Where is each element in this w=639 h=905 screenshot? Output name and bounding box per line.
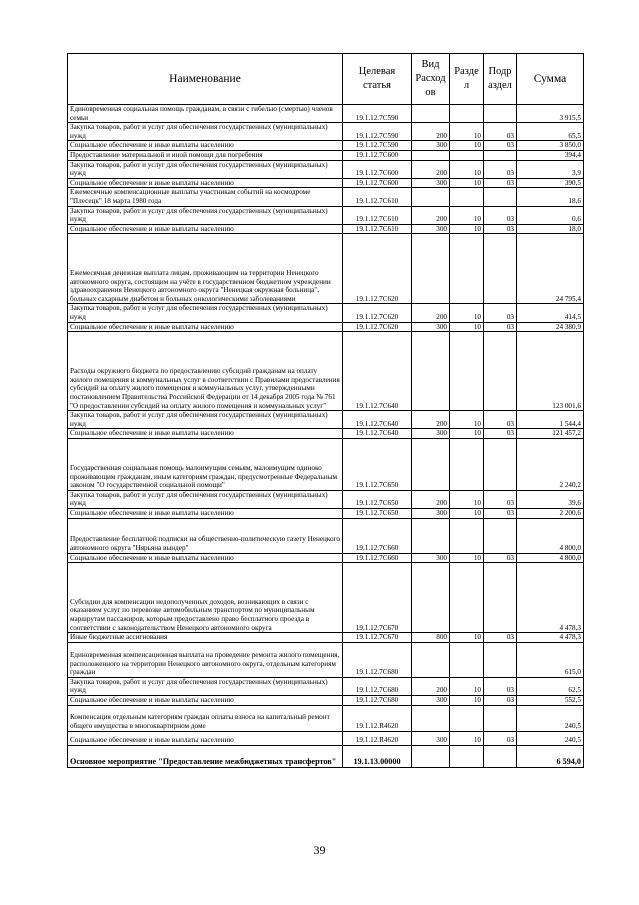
row-section-cell: 10 xyxy=(450,553,484,563)
row-target-article-cell: 19.1.12.7С680 xyxy=(343,642,412,677)
row-target-article-cell: 19.1.12.7С600 xyxy=(343,150,412,160)
table-row xyxy=(68,553,584,563)
row-target-article-cell: 19.1.12.7С640 xyxy=(343,429,412,439)
row-target-article-cell: 19.1.12.7С600 xyxy=(343,178,412,188)
row-name-cell: Социальное обеспечение и иные выплаты населению xyxy=(68,322,343,332)
row-expense-type-cell: 200 xyxy=(412,160,450,178)
row-section-cell: 10 xyxy=(450,696,484,706)
row-subsection-cell: 03 xyxy=(484,304,517,322)
row-subsection-cell: 03 xyxy=(484,224,517,234)
row-name-cell: Государственная социальная помощь малоимущим семьям, малоимущим одиноко проживающим гражданам, иным категориям граждан, предусмотренные Федеральным законом "О государственной социальной помощи" xyxy=(68,438,343,490)
table-body xyxy=(68,105,584,768)
row-section-cell xyxy=(450,332,484,411)
row-name-cell: Социальное обеспечение и иные выплаты населению xyxy=(68,696,343,706)
row-target-article-cell: 19.1.12.7С620 xyxy=(343,304,412,322)
row-name-cell: Предоставление материальной и иной помощи для погребения xyxy=(68,150,343,160)
row-expense-type-cell xyxy=(412,105,450,123)
row-name-cell: Закупка товаров, работ и услуг для обеспечения государственных (муниципальных) нужд xyxy=(68,677,343,695)
table-row xyxy=(68,188,584,206)
row-target-article-cell: 19.1.12.R4620 xyxy=(343,731,412,745)
table-row xyxy=(68,304,584,322)
row-amount-cell: 240,5 xyxy=(517,731,584,745)
row-name-cell: Субсидии для компенсации недополученных доходов, возникающих в связи с оказанием услуг по перевозке автомобильным транспортом по муниципальным маршрутам пассажиров, которым предоставлено право бесплатного проезда в соответствии с законодательством Ненецкого автономного округа xyxy=(68,563,343,633)
row-target-article-cell: 19.1.12.R4620 xyxy=(343,705,412,731)
row-expense-type-cell xyxy=(412,745,450,767)
row-name-cell: Социальное обеспечение и иные выплаты населению xyxy=(68,553,343,563)
row-target-article-cell: 19.1.12.7С590 xyxy=(343,123,412,141)
row-section-cell xyxy=(450,563,484,633)
row-amount-cell: 394,4 xyxy=(517,150,584,160)
row-section-cell xyxy=(450,150,484,160)
table-row xyxy=(68,705,584,731)
table-row xyxy=(68,411,584,429)
row-target-article-cell: 19.1.12.7С640 xyxy=(343,411,412,429)
table-row xyxy=(68,490,584,508)
row-target-article-cell: 19.1.12.7С650 xyxy=(343,509,412,519)
row-subsection-cell xyxy=(484,642,517,677)
row-section-cell: 10 xyxy=(450,633,484,643)
row-name-cell: Закупка товаров, работ и услуг для обеспечения государственных (муниципальных) нужд xyxy=(68,304,343,322)
row-subsection-cell xyxy=(484,105,517,123)
header-amount: Сумма xyxy=(517,54,584,105)
row-amount-cell: 3 915,5 xyxy=(517,105,584,123)
row-expense-type-cell: 200 xyxy=(412,206,450,224)
row-expense-type-cell: 800 xyxy=(412,633,450,643)
row-target-article-cell: 19.1.12.7С610 xyxy=(343,224,412,234)
table-row xyxy=(68,731,584,745)
row-section-cell xyxy=(450,518,484,553)
row-target-article-cell: 19.1.12.7С620 xyxy=(343,322,412,332)
row-expense-type-cell: 200 xyxy=(412,490,450,508)
row-name-cell: Ежемесячные компенсационные выплаты участникам событий на космодроме "Плесецк" 18 марта 1980 года xyxy=(68,188,343,206)
row-amount-cell: 4 800,0 xyxy=(517,518,584,553)
row-amount-cell: 0,6 xyxy=(517,206,584,224)
row-name-cell: Социальное обеспечение и иные выплаты населению xyxy=(68,224,343,234)
row-target-article-cell: 19.1.12.7С590 xyxy=(343,105,412,123)
row-target-article-cell: 19.1.12.7С590 xyxy=(343,141,412,151)
row-subsection-cell: 03 xyxy=(484,141,517,151)
row-amount-cell: 121 457,2 xyxy=(517,429,584,439)
table-row xyxy=(68,677,584,695)
row-name-cell: Закупка товаров, работ и услуг для обеспечения государственных (муниципальных) нужд xyxy=(68,206,343,224)
row-target-article-cell: 19.1.12.7С640 xyxy=(343,332,412,411)
row-expense-type-cell xyxy=(412,150,450,160)
row-target-article-cell: 19.1.12.7С610 xyxy=(343,188,412,206)
row-amount-cell: 4 800,0 xyxy=(517,553,584,563)
table-row xyxy=(68,633,584,643)
row-expense-type-cell: 300 xyxy=(412,178,450,188)
row-section-cell xyxy=(450,438,484,490)
row-amount-cell: 2 200,6 xyxy=(517,509,584,519)
row-amount-cell: 552,5 xyxy=(517,696,584,706)
row-amount-cell: 3 850,0 xyxy=(517,141,584,151)
row-target-article-cell: 19.1.12.7С600 xyxy=(343,160,412,178)
row-name-cell: Предоставление бесплатной подписки на общественно-политическую газету Ненецкого автономного округа "Нярьяна вындер" xyxy=(68,518,343,553)
table-row xyxy=(68,322,584,332)
row-section-cell: 10 xyxy=(450,206,484,224)
row-expense-type-cell: 200 xyxy=(412,411,450,429)
table-row xyxy=(68,696,584,706)
row-subsection-cell: 03 xyxy=(484,206,517,224)
row-target-article-cell: 19.1.12.7С670 xyxy=(343,633,412,643)
row-amount-cell: 414,5 xyxy=(517,304,584,322)
table-row xyxy=(68,234,584,304)
row-expense-type-cell: 300 xyxy=(412,553,450,563)
row-name-cell: Компенсация отдельным категориям граждан оплаты взноса на капитальный ремонт общего имущества в многоквартирном доме xyxy=(68,705,343,731)
header-section: Разде л xyxy=(450,54,484,105)
row-subsection-cell: 03 xyxy=(484,490,517,508)
row-section-cell xyxy=(450,745,484,767)
row-section-cell: 10 xyxy=(450,677,484,695)
row-section-cell: 10 xyxy=(450,178,484,188)
row-name-cell: Ежемесячная денежная выплата лицам, проживающим на территории Ненецкого автономного округа, состоящим на учёте в государственном бюджетном учреждении здравоохранения Ненецкого автономного округа "Ненецкая окружная больница", больных сахарным диабетом и больных онкологическими заболеваниями xyxy=(68,234,343,304)
row-expense-type-cell xyxy=(412,642,450,677)
header-name: Наименование xyxy=(68,54,343,105)
header-subsection: Подр аздел xyxy=(484,54,517,105)
row-section-cell xyxy=(450,705,484,731)
row-section-cell: 10 xyxy=(450,322,484,332)
row-expense-type-cell: 300 xyxy=(412,141,450,151)
header-target-article: Целевая статья xyxy=(343,54,412,105)
row-expense-type-cell xyxy=(412,234,450,304)
row-name-cell: Расходы окружного бюджета по предоставлению субсидий гражданам на оплату жилого помещения и коммунальных услуг в соответствии с Правилами предоставления субсидий на оплату жилого помещения и коммунальных услуг, утвержденными постановлением Правительства Российской Федерации от 14 декабря 2005 года № 761 "О предоставлении субсидий на оплату жилого помещения и коммунальных услуг" xyxy=(68,332,343,411)
row-target-article-cell: 19.1.12.7С680 xyxy=(343,696,412,706)
row-target-article-cell: 19.1.12.7С660 xyxy=(343,518,412,553)
row-subsection-cell xyxy=(484,188,517,206)
row-expense-type-cell: 300 xyxy=(412,731,450,745)
row-target-article-cell: 19.1.12.7С620 xyxy=(343,234,412,304)
row-amount-cell: 615,0 xyxy=(517,642,584,677)
row-section-cell xyxy=(450,642,484,677)
row-subsection-cell: 03 xyxy=(484,553,517,563)
row-subsection-cell xyxy=(484,332,517,411)
table-row xyxy=(68,563,584,633)
row-section-cell: 10 xyxy=(450,429,484,439)
row-section-cell: 10 xyxy=(450,509,484,519)
row-section-cell: 10 xyxy=(450,224,484,234)
row-expense-type-cell xyxy=(412,332,450,411)
row-target-article-cell: 19.1.12.7С680 xyxy=(343,677,412,695)
row-subsection-cell: 03 xyxy=(484,633,517,643)
row-amount-cell: 390,5 xyxy=(517,178,584,188)
row-subsection-cell: 03 xyxy=(484,696,517,706)
row-expense-type-cell: 300 xyxy=(412,224,450,234)
row-expense-type-cell xyxy=(412,438,450,490)
row-expense-type-cell: 200 xyxy=(412,123,450,141)
row-name-cell: Иные бюджетные ассигнования xyxy=(68,633,343,643)
row-subsection-cell: 03 xyxy=(484,509,517,519)
header-expense-type: Вид Расход ов xyxy=(412,54,450,105)
table-row xyxy=(68,642,584,677)
page-number: 39 xyxy=(313,843,326,857)
row-expense-type-cell: 300 xyxy=(412,322,450,332)
table-row xyxy=(68,105,584,123)
row-amount-cell: 39,6 xyxy=(517,490,584,508)
table-row xyxy=(68,150,584,160)
table-row xyxy=(68,429,584,439)
table-row xyxy=(68,160,584,178)
row-name-cell: Социальное обеспечение и иные выплаты населению xyxy=(68,731,343,745)
table-row xyxy=(68,123,584,141)
table-row xyxy=(68,332,584,411)
row-amount-cell: 4 478,3 xyxy=(517,563,584,633)
row-expense-type-cell xyxy=(412,705,450,731)
row-amount-cell: 62,5 xyxy=(517,677,584,695)
row-name-cell: Основное мероприятие "Предоставление межбюджетных трансфертов" xyxy=(68,745,343,767)
budget-table xyxy=(67,53,584,768)
row-amount-cell: 3,9 xyxy=(517,160,584,178)
row-amount-cell: 240,5 xyxy=(517,705,584,731)
table-row xyxy=(68,745,584,767)
row-subsection-cell: 03 xyxy=(484,429,517,439)
row-subsection-cell xyxy=(484,745,517,767)
row-subsection-cell: 03 xyxy=(484,322,517,332)
row-name-cell: Единовременная социальная помощь гражданам, в связи с гибелью (смертью) членов семьи xyxy=(68,105,343,123)
row-expense-type-cell: 200 xyxy=(412,677,450,695)
row-amount-cell: 24 380,9 xyxy=(517,322,584,332)
row-expense-type-cell: 200 xyxy=(412,304,450,322)
row-subsection-cell: 03 xyxy=(484,411,517,429)
row-expense-type-cell xyxy=(412,563,450,633)
row-target-article-cell: 19.1.12.7С670 xyxy=(343,563,412,633)
row-target-article-cell: 19.1.12.7С610 xyxy=(343,206,412,224)
row-amount-cell: 123 001,6 xyxy=(517,332,584,411)
row-name-cell: Социальное обеспечение и иные выплаты населению xyxy=(68,178,343,188)
row-subsection-cell xyxy=(484,438,517,490)
row-expense-type-cell: 300 xyxy=(412,696,450,706)
row-target-article-cell: 19.1.12.7С660 xyxy=(343,553,412,563)
row-subsection-cell: 03 xyxy=(484,178,517,188)
row-section-cell: 10 xyxy=(450,304,484,322)
row-section-cell: 10 xyxy=(450,123,484,141)
table-row xyxy=(68,518,584,553)
row-expense-type-cell xyxy=(412,518,450,553)
row-name-cell: Социальное обеспечение и иные выплаты населению xyxy=(68,429,343,439)
row-section-cell: 10 xyxy=(450,141,484,151)
row-section-cell xyxy=(450,234,484,304)
table-header-row xyxy=(68,54,584,105)
row-name-cell: Закупка товаров, работ и услуг для обеспечения государственных (муниципальных) нужд xyxy=(68,123,343,141)
row-name-cell: Закупка товаров, работ и услуг для обеспечения государственных (муниципальных) нужд xyxy=(68,160,343,178)
row-amount-cell: 18,6 xyxy=(517,188,584,206)
table-row xyxy=(68,438,584,490)
row-amount-cell: 1 544,4 xyxy=(517,411,584,429)
row-section-cell xyxy=(450,105,484,123)
row-section-cell: 10 xyxy=(450,411,484,429)
row-name-cell: Социальное обеспечение и иные выплаты населению xyxy=(68,141,343,151)
row-subsection-cell: 03 xyxy=(484,160,517,178)
row-target-article-cell: 19.1.13.00000 xyxy=(343,745,412,767)
row-name-cell: Закупка товаров, работ и услуг для обеспечения государственных (муниципальных) нужд xyxy=(68,411,343,429)
table-row xyxy=(68,224,584,234)
row-target-article-cell: 19.1.12.7С650 xyxy=(343,490,412,508)
row-target-article-cell: 19.1.12.7С650 xyxy=(343,438,412,490)
row-subsection-cell xyxy=(484,518,517,553)
row-subsection-cell xyxy=(484,705,517,731)
row-amount-cell: 2 240,2 xyxy=(517,438,584,490)
row-amount-cell: 18,0 xyxy=(517,224,584,234)
table-row xyxy=(68,141,584,151)
row-section-cell: 10 xyxy=(450,731,484,745)
row-name-cell: Единовременная компенсационная выплата на проведение ремонта жилого помещения, расположенного на территории Ненецкого автономного округа, отдельным категориям граждан xyxy=(68,642,343,677)
row-amount-cell: 65,5 xyxy=(517,123,584,141)
row-amount-cell: 24 795,4 xyxy=(517,234,584,304)
table-row xyxy=(68,206,584,224)
row-subsection-cell xyxy=(484,563,517,633)
row-section-cell xyxy=(450,188,484,206)
row-section-cell: 10 xyxy=(450,490,484,508)
row-subsection-cell xyxy=(484,150,517,160)
row-name-cell: Социальное обеспечение и иные выплаты населению xyxy=(68,509,343,519)
table-row xyxy=(68,509,584,519)
row-subsection-cell: 03 xyxy=(484,677,517,695)
row-subsection-cell xyxy=(484,234,517,304)
table-row xyxy=(68,178,584,188)
row-section-cell: 10 xyxy=(450,160,484,178)
row-expense-type-cell: 300 xyxy=(412,509,450,519)
row-expense-type-cell: 300 xyxy=(412,429,450,439)
row-expense-type-cell xyxy=(412,188,450,206)
row-name-cell: Закупка товаров, работ и услуг для обеспечения государственных (муниципальных) нужд xyxy=(68,490,343,508)
row-subsection-cell: 03 xyxy=(484,731,517,745)
row-amount-cell: 4 478,3 xyxy=(517,633,584,643)
row-amount-cell: 6 594,0 xyxy=(517,745,584,767)
row-subsection-cell: 03 xyxy=(484,123,517,141)
